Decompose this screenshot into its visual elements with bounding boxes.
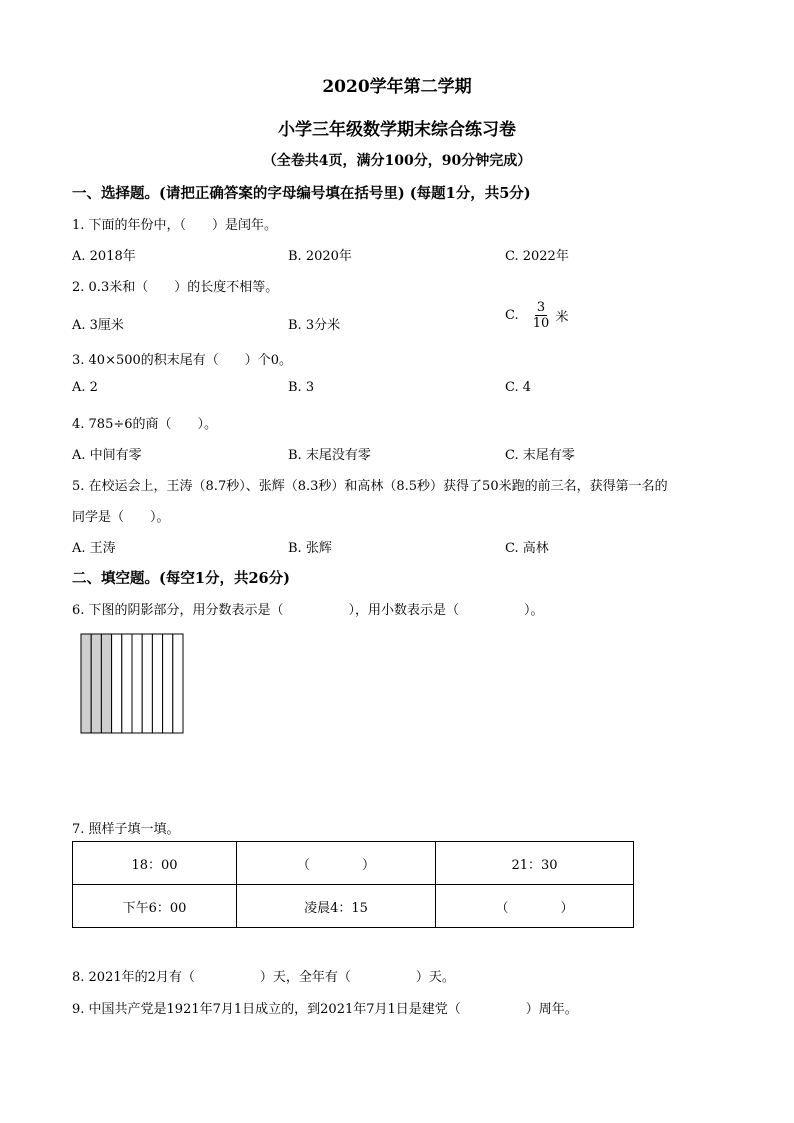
exam-term-title: 2020学年第二学期 [322,77,472,97]
table-cell: 21：30 [436,842,634,885]
q1-option-b: B. 2020年 [288,249,352,264]
q5-option-c: C. 高林 [505,541,549,556]
question-9: 9. 中国共产党是1921年7月1日成立的，到2021年7月1日是建党（ ）周年。 [72,1002,578,1017]
table-cell-blank: （ ） [237,842,436,885]
q4-option-a: A. 中间有零 [72,448,142,463]
fraction-denominator: 10 [532,316,550,331]
table-cell: 凌晨4：15 [237,885,436,928]
unshaded-strip [173,634,183,733]
q1-option-a: A. 2018年 [72,249,136,264]
q2-option-c [505,300,568,331]
fraction-numerator: 3 [536,300,546,315]
exam-instructions: （全卷共4页，满分100分，90分钟完成） [262,153,532,169]
fraction [531,300,552,331]
q3-option-c: C. 4 [505,380,532,395]
q3-option-b: B. 3 [288,380,315,395]
q5-option-b: B. 张辉 [288,541,332,556]
unshaded-strip [112,634,122,733]
table-row [73,842,634,885]
q2-option-a: A. 3厘米 [72,318,124,333]
q5-option-a: A. 王涛 [72,541,116,556]
question-6: 6. 下图的阴影部分，用分数表示是（ ），用小数表示是（ ）。 [72,603,544,618]
question-5-cont: 同学是（ ）。 [72,510,170,525]
q1-option-c: C. 2022年 [505,249,569,264]
table-cell: 下午6：00 [73,885,237,928]
q4-option-c: C. 末尾有零 [505,448,575,463]
fraction-unit: 米 [555,310,569,325]
q2-option-b: B. 3分米 [288,318,341,333]
question-8: 8. 2021年的2月有（ ）天，全年有（ ）天。 [72,970,455,985]
question-3: 3. 40×500的积末尾有（ ）个0。 [72,353,293,368]
question-7: 7. 照样子填一填。 [72,822,180,837]
question-5: 5. 在校运会上，王涛（8.7秒）、张辉（8.3秒）和高林（8.5秒）获得了50米跑的前三名，获得第一名的 [72,479,668,494]
q3-option-a: A. 2 [72,380,98,395]
unshaded-strip [163,634,173,733]
time-table [72,841,634,928]
unshaded-strip [132,634,142,733]
table-cell: 18：00 [73,842,237,885]
question-4: 4. 785÷6的商（ ）。 [72,417,218,432]
table-row [73,885,634,928]
exam-paper-title: 小学三年级数学期末综合练习卷 [278,120,516,140]
question-2: 2. 0.3米和（ ）的长度不相等。 [72,280,279,295]
section1-heading: 一、选择题。(请把正确答案的字母编号填在括号里) (每题1分，共5分) [72,185,531,202]
q4-option-b: B. 末尾没有零 [288,448,371,463]
shaded-strip [81,634,91,733]
unshaded-strip [122,634,132,733]
unshaded-strip [152,634,162,733]
section2-heading: 二、填空题。(每空1分，共26分) [72,570,290,587]
unshaded-strip [142,634,152,733]
question-1: 1. 下面的年份中，（ ）是闰年。 [72,218,278,233]
fraction-diagram [80,633,184,734]
shaded-strip [101,634,111,733]
table-cell-blank: （ ） [436,885,634,928]
q2-option-c-letter: C. [505,308,519,323]
shaded-strip [91,634,101,733]
